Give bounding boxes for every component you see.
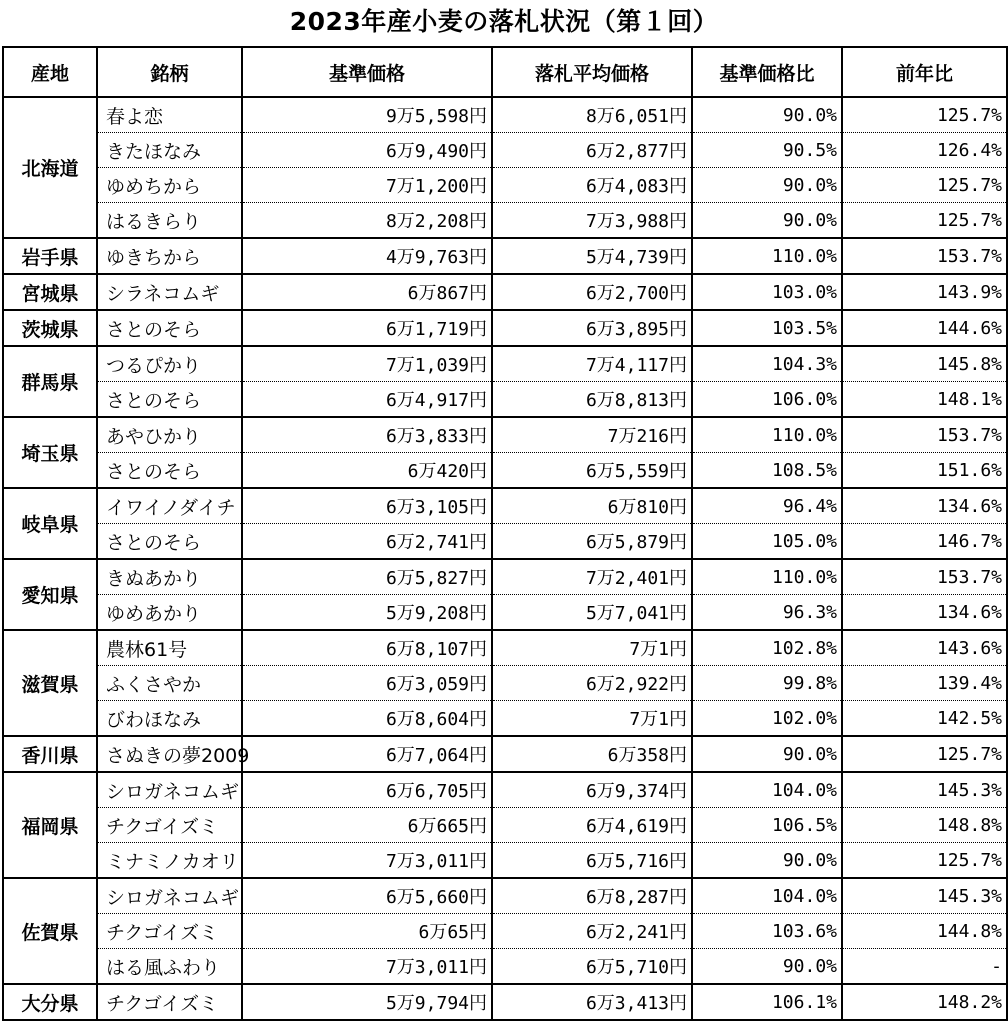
base-price-cell: 6万1,719円: [242, 310, 492, 346]
brand-cell: ミナミノカオリ: [97, 843, 242, 879]
average-bid-price-cell: 7万216円: [492, 417, 692, 453]
base-price-cell: 4万9,763円: [242, 238, 492, 274]
base-price-cell: 6万8,107円: [242, 630, 492, 666]
brand-cell: ゆめあかり: [97, 595, 242, 631]
year-over-year-cell: 148.1%: [842, 382, 1007, 418]
year-over-year-cell: 145.3%: [842, 772, 1007, 808]
brand-cell: さとのそら: [97, 453, 242, 489]
year-over-year-cell: 146.7%: [842, 524, 1007, 560]
base-price-ratio-cell: 102.8%: [692, 630, 842, 666]
table-row: [3, 133, 1007, 168]
header-brand: 銘柄: [97, 47, 242, 97]
average-bid-price-cell: 8万6,051円: [492, 97, 692, 133]
brand-cell: チクゴイズミ: [97, 914, 242, 949]
year-over-year-cell: 142.5%: [842, 701, 1007, 737]
brand-cell: チクゴイズミ: [97, 808, 242, 843]
base-price-cell: 9万5,598円: [242, 97, 492, 133]
base-price-ratio-cell: 103.5%: [692, 310, 842, 346]
brand-cell: イワイノダイチ: [97, 488, 242, 524]
region-cell: 埼玉県: [3, 417, 97, 488]
table-row: [3, 595, 1007, 631]
average-bid-price-cell: 6万2,241円: [492, 914, 692, 949]
region-cell: 岐阜県: [3, 488, 97, 559]
year-over-year-cell: 153.7%: [842, 238, 1007, 274]
region-cell: 群馬県: [3, 346, 97, 417]
year-over-year-cell: 145.3%: [842, 878, 1007, 914]
region-cell: 大分県: [3, 984, 97, 1020]
table-row: [3, 736, 1007, 772]
base-price-cell: 6万9,490円: [242, 133, 492, 168]
table-row: [3, 417, 1007, 453]
table-row: [3, 949, 1007, 985]
table-row: [3, 238, 1007, 274]
base-price-cell: 6万5,827円: [242, 559, 492, 595]
base-price-cell: 8万2,208円: [242, 203, 492, 239]
table-row: [3, 453, 1007, 489]
year-over-year-cell: -: [842, 949, 1007, 985]
average-bid-price-cell: 5万7,041円: [492, 595, 692, 631]
base-price-ratio-cell: 106.5%: [692, 808, 842, 843]
region-cell: 滋賀県: [3, 630, 97, 736]
base-price-cell: 6万3,059円: [242, 666, 492, 701]
average-bid-price-cell: 7万2,401円: [492, 559, 692, 595]
brand-cell: さとのそら: [97, 310, 242, 346]
average-bid-price-cell: 7万1円: [492, 630, 692, 666]
average-bid-price-cell: 6万3,895円: [492, 310, 692, 346]
base-price-cell: 6万3,833円: [242, 417, 492, 453]
year-over-year-cell: 125.7%: [842, 97, 1007, 133]
year-over-year-cell: 134.6%: [842, 488, 1007, 524]
year-over-year-cell: 125.7%: [842, 168, 1007, 203]
header-base-price: 基準価格: [242, 47, 492, 97]
brand-cell: チクゴイズミ: [97, 984, 242, 1020]
brand-cell: さとのそら: [97, 382, 242, 418]
base-price-cell: 6万65円: [242, 914, 492, 949]
base-price-cell: 7万3,011円: [242, 843, 492, 879]
base-price-cell: 5万9,208円: [242, 595, 492, 631]
base-price-ratio-cell: 105.0%: [692, 524, 842, 560]
header-year-over-year: 前年比: [842, 47, 1007, 97]
year-over-year-cell: 126.4%: [842, 133, 1007, 168]
table-row: [3, 984, 1007, 1020]
base-price-ratio-cell: 90.0%: [692, 949, 842, 985]
average-bid-price-cell: 6万358円: [492, 736, 692, 772]
table-row: [3, 772, 1007, 808]
base-price-cell: 6万3,105円: [242, 488, 492, 524]
brand-cell: さぬきの夢2009: [97, 736, 242, 772]
table-row: [3, 274, 1007, 310]
table-row: [3, 168, 1007, 203]
brand-cell: あやひかり: [97, 417, 242, 453]
table-row: [3, 878, 1007, 914]
average-bid-price-cell: 6万9,374円: [492, 772, 692, 808]
header-row: [3, 47, 1007, 97]
header-base-price-ratio: 基準価格比: [692, 47, 842, 97]
base-price-ratio-cell: 102.0%: [692, 701, 842, 737]
base-price-ratio-cell: 106.0%: [692, 382, 842, 418]
base-price-cell: 7万1,039円: [242, 346, 492, 382]
base-price-cell: 6万4,917円: [242, 382, 492, 418]
brand-cell: ふくさやか: [97, 666, 242, 701]
average-bid-price-cell: 7万4,117円: [492, 346, 692, 382]
table-row: [3, 843, 1007, 879]
base-price-ratio-cell: 110.0%: [692, 417, 842, 453]
base-price-cell: 7万1,200円: [242, 168, 492, 203]
average-bid-price-cell: 5万4,739円: [492, 238, 692, 274]
base-price-ratio-cell: 90.0%: [692, 843, 842, 879]
table-body: [3, 97, 1007, 1020]
region-cell: 香川県: [3, 736, 97, 772]
average-bid-price-cell: 6万5,710円: [492, 949, 692, 985]
base-price-ratio-cell: 96.3%: [692, 595, 842, 631]
base-price-ratio-cell: 104.3%: [692, 346, 842, 382]
year-over-year-cell: 153.7%: [842, 559, 1007, 595]
page-title: 2023年産小麦の落札状況（第１回）: [289, 7, 719, 36]
brand-cell: 春よ恋: [97, 97, 242, 133]
base-price-cell: 6万8,604円: [242, 701, 492, 737]
bid-results-table: [2, 46, 1008, 1021]
brand-cell: シロガネコムギ: [97, 878, 242, 914]
base-price-ratio-cell: 90.0%: [692, 97, 842, 133]
brand-cell: ゆきちから: [97, 238, 242, 274]
brand-cell: さとのそら: [97, 524, 242, 560]
base-price-ratio-cell: 90.5%: [692, 133, 842, 168]
average-bid-price-cell: 6万3,413円: [492, 984, 692, 1020]
average-bid-price-cell: 6万2,877円: [492, 133, 692, 168]
year-over-year-cell: 134.6%: [842, 595, 1007, 631]
table-row: [3, 346, 1007, 382]
table-row: [3, 97, 1007, 133]
base-price-cell: 6万420円: [242, 453, 492, 489]
base-price-ratio-cell: 90.0%: [692, 203, 842, 239]
base-price-ratio-cell: 108.5%: [692, 453, 842, 489]
average-bid-price-cell: 6万8,813円: [492, 382, 692, 418]
base-price-cell: 6万2,741円: [242, 524, 492, 560]
table-row: [3, 559, 1007, 595]
average-bid-price-cell: 6万8,287円: [492, 878, 692, 914]
average-bid-price-cell: 7万1円: [492, 701, 692, 737]
region-cell: 茨城県: [3, 310, 97, 346]
year-over-year-cell: 148.8%: [842, 808, 1007, 843]
year-over-year-cell: 125.7%: [842, 203, 1007, 239]
base-price-ratio-cell: 110.0%: [692, 238, 842, 274]
table-row: [3, 488, 1007, 524]
brand-cell: はる風ふわり: [97, 949, 242, 985]
base-price-cell: 6万867円: [242, 274, 492, 310]
base-price-ratio-cell: 110.0%: [692, 559, 842, 595]
brand-cell: きぬあかり: [97, 559, 242, 595]
base-price-ratio-cell: 104.0%: [692, 772, 842, 808]
base-price-cell: 5万9,794円: [242, 984, 492, 1020]
region-cell: 福岡県: [3, 772, 97, 878]
average-bid-price-cell: 6万5,559円: [492, 453, 692, 489]
brand-cell: きたほなみ: [97, 133, 242, 168]
base-price-ratio-cell: 104.0%: [692, 878, 842, 914]
base-price-cell: 6万6,705円: [242, 772, 492, 808]
brand-cell: びわほなみ: [97, 701, 242, 737]
base-price-ratio-cell: 103.6%: [692, 914, 842, 949]
base-price-ratio-cell: 99.8%: [692, 666, 842, 701]
base-price-cell: 7万3,011円: [242, 949, 492, 985]
brand-cell: 農林61号: [97, 630, 242, 666]
average-bid-price-cell: 7万3,988円: [492, 203, 692, 239]
base-price-ratio-cell: 90.0%: [692, 736, 842, 772]
brand-cell: シロガネコムギ: [97, 772, 242, 808]
base-price-ratio-cell: 103.0%: [692, 274, 842, 310]
base-price-ratio-cell: 96.4%: [692, 488, 842, 524]
region-cell: 北海道: [3, 97, 97, 238]
base-price-cell: 6万665円: [242, 808, 492, 843]
region-cell: 愛知県: [3, 559, 97, 630]
brand-cell: つるぴかり: [97, 346, 242, 382]
table-row: [3, 666, 1007, 701]
year-over-year-cell: 144.8%: [842, 914, 1007, 949]
region-cell: 岩手県: [3, 238, 97, 274]
region-cell: 宮城県: [3, 274, 97, 310]
year-over-year-cell: 151.6%: [842, 453, 1007, 489]
year-over-year-cell: 144.6%: [842, 310, 1007, 346]
average-bid-price-cell: 6万810円: [492, 488, 692, 524]
table-row: [3, 914, 1007, 949]
year-over-year-cell: 139.4%: [842, 666, 1007, 701]
brand-cell: はるきらり: [97, 203, 242, 239]
average-bid-price-cell: 6万2,922円: [492, 666, 692, 701]
year-over-year-cell: 125.7%: [842, 843, 1007, 879]
average-bid-price-cell: 6万5,716円: [492, 843, 692, 879]
table-row: [3, 524, 1007, 560]
table-row: [3, 630, 1007, 666]
base-price-ratio-cell: 106.1%: [692, 984, 842, 1020]
base-price-cell: 6万7,064円: [242, 736, 492, 772]
average-bid-price-cell: 6万5,879円: [492, 524, 692, 560]
average-bid-price-cell: 6万2,700円: [492, 274, 692, 310]
year-over-year-cell: 143.9%: [842, 274, 1007, 310]
brand-cell: シラネコムギ: [97, 274, 242, 310]
average-bid-price-cell: 6万4,083円: [492, 168, 692, 203]
header-region: 産地: [3, 47, 97, 97]
year-over-year-cell: 125.7%: [842, 736, 1007, 772]
year-over-year-cell: 153.7%: [842, 417, 1007, 453]
table-row: [3, 382, 1007, 418]
base-price-ratio-cell: 90.0%: [692, 168, 842, 203]
table-row: [3, 701, 1007, 737]
region-cell: 佐賀県: [3, 878, 97, 984]
year-over-year-cell: 148.2%: [842, 984, 1007, 1020]
header-average-bid-price: 落札平均価格: [492, 47, 692, 97]
year-over-year-cell: 143.6%: [842, 630, 1007, 666]
table-row: [3, 808, 1007, 843]
table-row: [3, 203, 1007, 239]
year-over-year-cell: 145.8%: [842, 346, 1007, 382]
base-price-cell: 6万5,660円: [242, 878, 492, 914]
brand-cell: ゆめちから: [97, 168, 242, 203]
average-bid-price-cell: 6万4,619円: [492, 808, 692, 843]
table-row: [3, 310, 1007, 346]
